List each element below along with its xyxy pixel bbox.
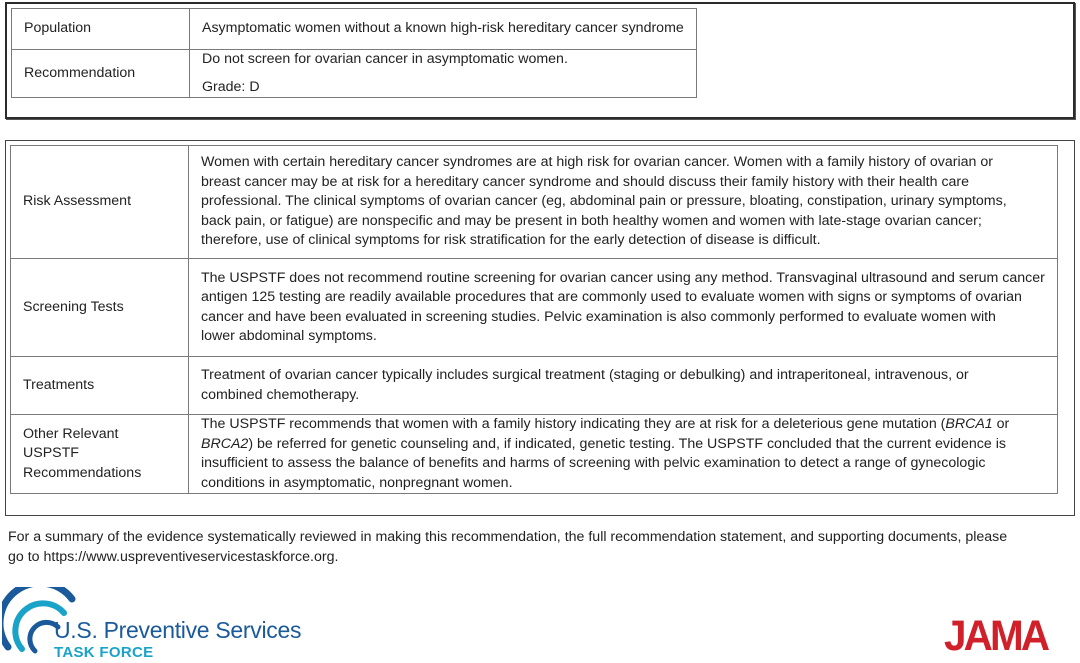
grade-text: Grade: D xyxy=(202,78,260,95)
population-text: Asymptomatic women without a known high-risk hereditary cancer syndrome xyxy=(190,9,697,50)
text-line: professional. The clinical symptoms of ovarian cancer (eg, abdominal pain or pressure, bloating, constipation, urinary symptoms, xyxy=(201,193,1007,210)
text-line: The USPSTF does not recommend routine screening for ovarian cancer using any method. Transvaginal ultrasound and serum cancer xyxy=(201,269,1045,286)
row-text-treatments xyxy=(189,357,1058,415)
text-line: back pain, or fatigue) are nonspecific and may be present in both healthy women and women with late-stage ovarian cancer; xyxy=(201,212,982,229)
recommendation-cell xyxy=(190,50,697,98)
row-text-risk-assessment xyxy=(189,146,1058,259)
text-line: Treatment of ovarian cancer typically includes surgical treatment (staging or debulking) and intraperitoneal, intravenous, or xyxy=(201,367,969,383)
table-row xyxy=(11,357,1058,415)
text-line: therefore, use of clinical symptoms for risk stratification for the early detection of disease is difficult. xyxy=(201,232,821,249)
gene-name: BRCA1 xyxy=(945,416,993,432)
text-line xyxy=(201,435,1045,455)
text-line: antigen 125 testing are readily available procedures that are commonly used to evaluate women with signs or symptoms of ovarian xyxy=(201,289,1022,305)
recommendation-row xyxy=(12,50,697,98)
text-line xyxy=(201,415,1045,435)
label-line: USPSTF xyxy=(23,445,79,462)
footnote xyxy=(8,527,1070,567)
text-span: ) be referred for genetic counseling and, if indicated, genetic testing. The USPSTF concluded that the current evidence is xyxy=(248,435,1006,452)
label-line: Other Relevant xyxy=(23,425,119,442)
text-line: combined chemotherapy. xyxy=(201,386,360,403)
text-line: cancer and have been evaluated in screening studies. Pelvic examination is also commonly performed to evaluate women with xyxy=(201,308,996,325)
uspstf-subtitle: TASK FORCE xyxy=(54,644,154,661)
recommendation-label: Recommendation xyxy=(12,50,190,98)
population-label: Population xyxy=(12,9,190,50)
text-line: conditions in asymptomatic, nonpregnant women. xyxy=(201,474,513,491)
row-text-screening-tests xyxy=(189,259,1058,357)
jama-logo: JAMA xyxy=(944,612,1048,660)
table-row xyxy=(11,259,1058,357)
summary-box xyxy=(5,2,1075,119)
table-row xyxy=(11,146,1058,259)
details-box xyxy=(5,140,1075,516)
details-table xyxy=(10,145,1058,494)
text-span: or xyxy=(992,416,1010,432)
uspstf-logo xyxy=(2,587,302,661)
footnote-line: For a summary of the evidence systematically reviewed in making this recommendation, the full recommendation statement, and supporting documents, please xyxy=(8,529,1008,545)
recommendation-text: Do not screen for ovarian cancer in asymptomatic women. xyxy=(202,51,568,67)
text-line: insufficient to assess the balance of benefits and harms of screening with pelvic examination to detect a range of gynecologic xyxy=(201,455,986,471)
label-line: Recommendations xyxy=(23,464,142,481)
text-line: Women with certain hereditary cancer syndromes are at high risk for ovarian cancer. Women with a family history of ovarian or xyxy=(201,154,993,171)
row-label-other-recommendations xyxy=(11,415,189,494)
row-text-other-recommendations xyxy=(189,415,1058,494)
footnote-line: go to https://www.uspreventiveservicestaskforce.org. xyxy=(8,549,339,565)
row-label-risk-assessment: Risk Assessment xyxy=(11,146,189,259)
row-label-treatments: Treatments xyxy=(11,357,189,415)
gene-name: BRCA2 xyxy=(201,435,249,452)
population-row xyxy=(12,9,697,50)
table-row xyxy=(11,415,1058,494)
uspstf-name: U.S. Preventive Services xyxy=(54,617,302,643)
row-label-screening-tests: Screening Tests xyxy=(11,259,189,357)
summary-table xyxy=(11,8,697,98)
text-span: The USPSTF recommends that women with a family history indicating they are at risk for a deleterious gene mutation ( xyxy=(201,416,946,432)
text-line: lower abdominal symptoms. xyxy=(201,328,377,344)
text-line: breast cancer may be at risk for a hereditary cancer syndrome and should discuss their family history with their health care xyxy=(201,173,970,190)
